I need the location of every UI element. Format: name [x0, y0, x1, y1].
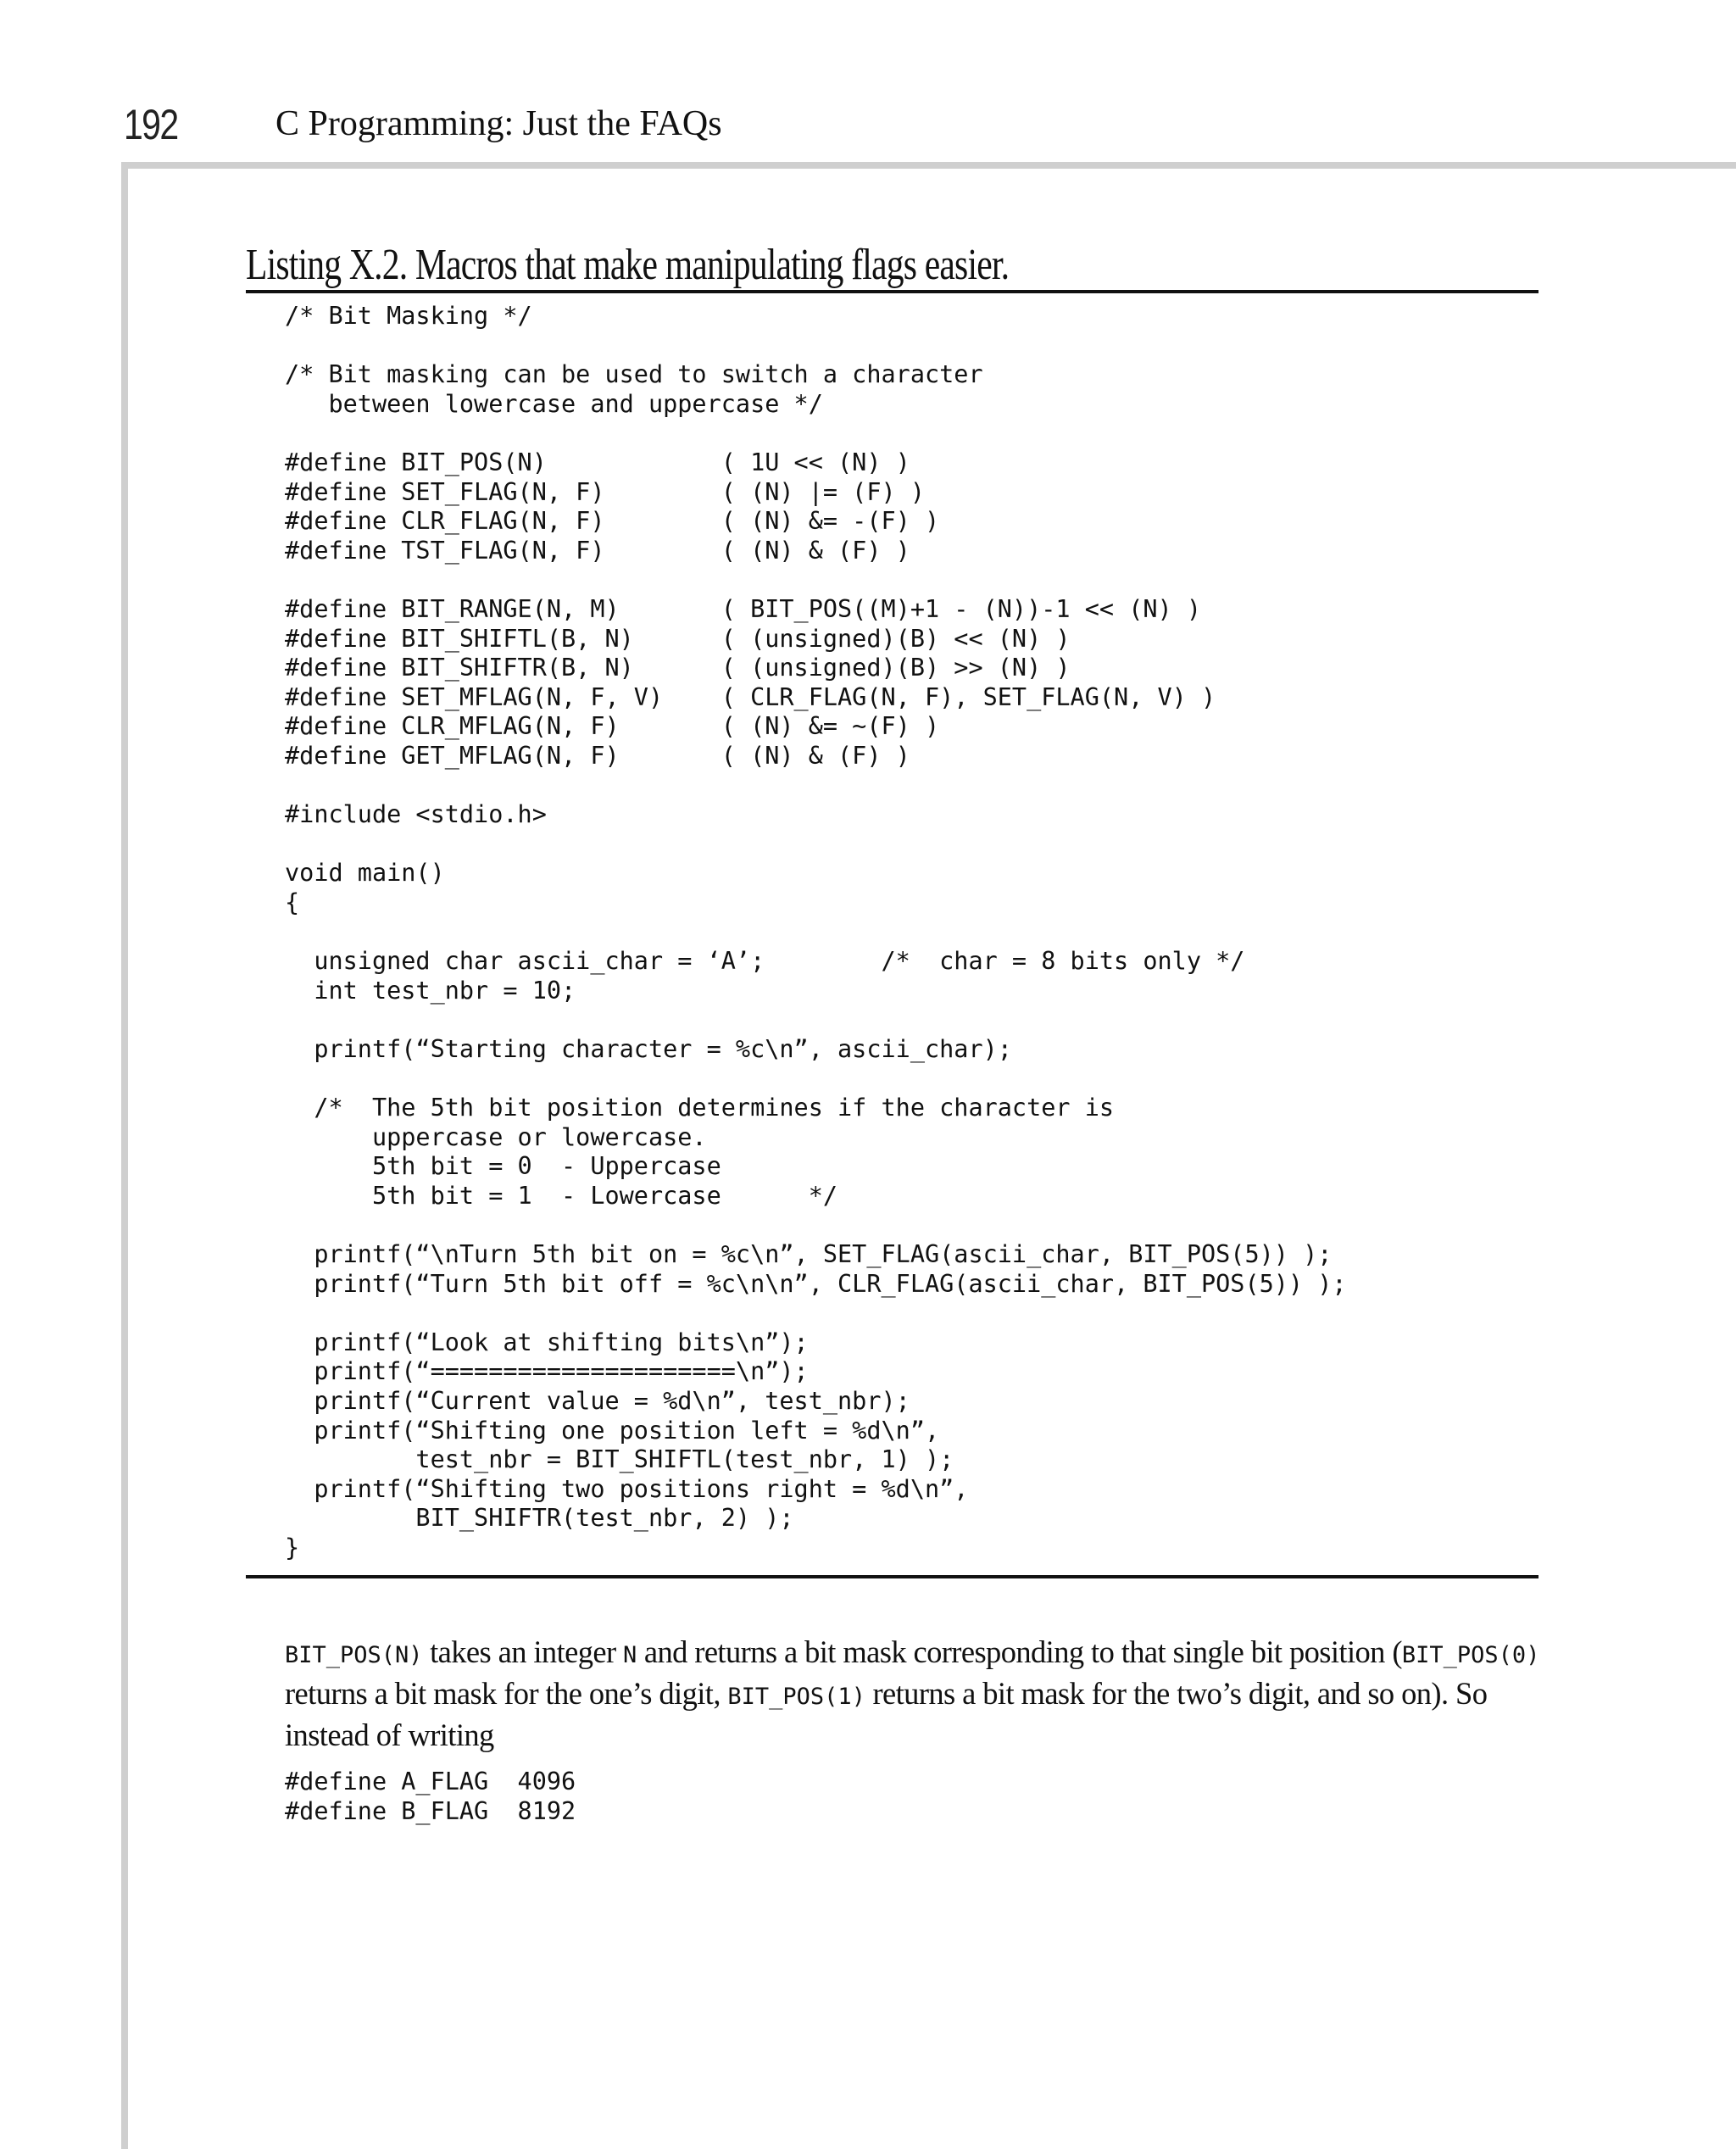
code-line [285, 917, 1347, 947]
code-line [285, 565, 1347, 595]
page-header [0, 0, 1736, 170]
code-line [285, 1299, 1347, 1328]
code-line: #define SET_FLAG(N, F) ( (N) |= (F) ) [285, 477, 925, 506]
inline-code: BIT_POS(1) [727, 1684, 865, 1710]
left-margin-rule [121, 162, 128, 2149]
code-line: void main() [285, 859, 445, 888]
code-line: #define BIT_POS(N) ( 1U << (N) ) [285, 448, 910, 476]
code-line: #define TST_FLAG(N, F) ( (N) & (F) ) [285, 536, 910, 565]
code-line: 5th bit = 0 - Uppercase [285, 1152, 721, 1181]
inline-code: BIT_POS(N) [285, 1642, 423, 1668]
code-line: test_nbr = BIT_SHIFTL(test_nbr, 1) ); [285, 1445, 954, 1474]
code-line: printf(“Look at shifting bits\n”); [285, 1328, 809, 1356]
code-line: /* Bit Masking */ [285, 302, 532, 330]
code-line: printf(“Shifting two positions right = %d\n”, [285, 1474, 969, 1503]
code-line: { [285, 888, 300, 916]
code-line: #define A_FLAG 4096 [285, 1768, 576, 1795]
code-line: /* Bit masking can be used to switch a character [285, 360, 983, 389]
book-title: C Programming: Just the FAQs [275, 104, 722, 143]
code-line: printf(“Starting character = %c\n”, ascii_char); [285, 1034, 1012, 1063]
code-line: #define SET_MFLAG(N, F, V) ( CLR_FLAG(N, F), SET_FLAG(N, V) ) [285, 682, 1216, 711]
paragraph-text: returns a bit mask for the one’s digit, [285, 1676, 728, 1711]
code-listing [285, 302, 1347, 1563]
code-line: printf(“\nTurn 5th bit on = %c\n”, SET_FLAG(ascii_char, BIT_POS(5)) ); [285, 1240, 1333, 1268]
paragraph-text: returns a bit mask for the two’s digit, and so on). So instead of writing [285, 1676, 1488, 1752]
code-line: uppercase or lowercase. [285, 1122, 707, 1151]
listing-top-rule [246, 290, 1538, 293]
header-rule [121, 162, 1736, 169]
code-line: } [285, 1533, 300, 1562]
page-number: 192 [124, 101, 178, 148]
code-line [285, 1211, 1347, 1240]
code-line: #define BIT_SHIFTL(B, N) ( (unsigned)(B) << (N) ) [285, 624, 1071, 653]
code-line: #include <stdio.h> [285, 800, 547, 829]
code-line: unsigned char ascii_char = ‘A’; /* char = 8 bits only */ [285, 947, 1245, 976]
code-line: printf(“Current value = %d\n”, test_nbr); [285, 1386, 910, 1415]
code-line: printf(“Shifting one position left = %d\n”, [285, 1416, 940, 1445]
body-paragraph [285, 1633, 1548, 1754]
inline-code: N [623, 1642, 637, 1668]
code-line: printf(“=====================\n”); [285, 1357, 809, 1386]
code-line: #define GET_MFLAG(N, F) ( (N) & (F) ) [285, 741, 910, 770]
listing-bottom-rule [246, 1575, 1538, 1578]
code-line: #define B_FLAG 8192 [285, 1796, 576, 1825]
code-line: 5th bit = 1 - Lowercase */ [285, 1181, 838, 1210]
code-line [285, 419, 1347, 448]
code-line: /* The 5th bit position determines if the character is [285, 1094, 1115, 1122]
code-line [285, 1064, 1347, 1094]
code-line: #define CLR_MFLAG(N, F) ( (N) &= ~(F) ) [285, 712, 940, 741]
listing-title: Listing X.2. Macros that make manipulating flags easier. [246, 241, 1010, 289]
code-line: between lowercase and uppercase */ [285, 389, 823, 418]
paragraph-text: takes an integer [422, 1634, 624, 1669]
example-code [285, 1768, 576, 1826]
code-line: #define BIT_SHIFTR(B, N) ( (unsigned)(B) >> (N) ) [285, 654, 1071, 682]
code-line [285, 1005, 1347, 1035]
code-line: int test_nbr = 10; [285, 976, 576, 1005]
code-line [285, 830, 1347, 860]
code-line [285, 331, 1347, 361]
code-line: #define BIT_RANGE(N, M) ( BIT_POS((M)+1 - (N))-1 << (N) ) [285, 594, 1201, 623]
inline-code: BIT_POS(0) [1401, 1642, 1540, 1668]
code-line: BIT_SHIFTR(test_nbr, 2) ); [285, 1504, 794, 1533]
paragraph-text: and returns a bit mask corresponding to that single bit position ( [637, 1634, 1402, 1669]
code-line: printf(“Turn 5th bit off = %c\n\n”, CLR_FLAG(ascii_char, BIT_POS(5)) ); [285, 1269, 1347, 1298]
code-line [285, 771, 1347, 801]
code-line: #define CLR_FLAG(N, F) ( (N) &= -(F) ) [285, 507, 940, 536]
